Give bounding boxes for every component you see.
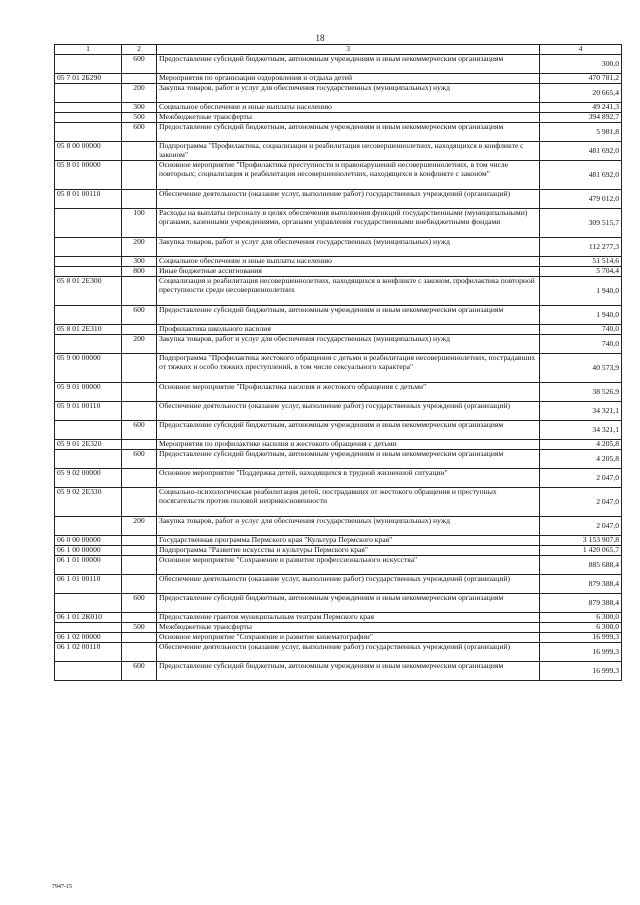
row-expense-type: 300 (122, 257, 157, 267)
row-amount: 481 692,0 (540, 142, 622, 161)
row-expense-type: 200 (122, 238, 157, 257)
table-row (55, 55, 622, 74)
row-name: Предоставление субсидий бюджетным, автономным учреждениям и иным некоммерческим организациям (157, 421, 540, 440)
table-row (55, 238, 622, 257)
row-name: Социальное обеспечение и иные выплаты населению (157, 257, 540, 267)
table-row (55, 450, 622, 469)
row-amount: 1 940,0 (540, 306, 622, 325)
row-amount: 4 205,8 (540, 450, 622, 469)
row-name: Межбюджетные трансферты (157, 623, 540, 633)
row-code (55, 662, 122, 681)
row-amount: 40 573,9 (540, 354, 622, 383)
table-row (55, 335, 622, 354)
table-row (55, 142, 622, 161)
row-amount: 6 300,0 (540, 613, 622, 623)
row-amount: 5 981,8 (540, 123, 622, 142)
row-amount: 2 047,0 (540, 517, 622, 536)
row-expense-type: 800 (122, 267, 157, 277)
row-name: Профилактика школьного насилия (157, 325, 540, 335)
row-amount: 51 514,6 (540, 257, 622, 267)
row-code: 06 1 01 00000 (55, 556, 122, 575)
row-name: Мероприятия по профилактике насилия и жестокого обращения с детьми (157, 440, 540, 450)
table-row (55, 277, 622, 306)
row-amount: 4 205,8 (540, 440, 622, 450)
row-expense-type (122, 161, 157, 190)
row-amount: 5 704,4 (540, 267, 622, 277)
row-code (55, 594, 122, 613)
row-code (55, 209, 122, 238)
row-expense-type (122, 402, 157, 421)
row-amount: 740,0 (540, 335, 622, 354)
row-amount: 16 999,3 (540, 662, 622, 681)
row-expense-type (122, 546, 157, 556)
row-name: Обеспечение деятельности (оказание услуг, выполнение работ) государственных учреждений (организаций) (157, 643, 540, 662)
row-expense-type (122, 643, 157, 662)
row-amount: 112 277,3 (540, 238, 622, 257)
document-code: 7947-15 (52, 884, 72, 890)
row-code (55, 517, 122, 536)
table-row (55, 421, 622, 440)
row-code (55, 103, 122, 113)
row-code (55, 267, 122, 277)
row-code: 05 9 01 00110 (55, 402, 122, 421)
row-name: Предоставление субсидий бюджетным, автономным учреждениям и иным некоммерческим организациям (157, 123, 540, 142)
row-expense-type: 200 (122, 517, 157, 536)
row-name: Обеспечение деятельности (оказание услуг, выполнение работ) государственных учреждений (организаций) (157, 402, 540, 421)
row-code: 05 8 01 2Е310 (55, 325, 122, 335)
row-name: Основное мероприятие "Сохранение и развитие кинематографии" (157, 633, 540, 643)
row-expense-type: 100 (122, 209, 157, 238)
row-name: Социализация и реабилитация несовершеннолетних, находящихся в конфликте с законом, профилактика повторной преступности среди несовершеннолетних (157, 277, 540, 306)
row-amount: 879 388,4 (540, 594, 622, 613)
row-amount: 309 515,7 (540, 209, 622, 238)
row-code (55, 450, 122, 469)
row-code: 05 9 00 00000 (55, 354, 122, 383)
row-amount: 2 047,0 (540, 469, 622, 488)
row-name: Предоставление субсидий бюджетным, автономным учреждениям и иным некоммерческим организациям (157, 55, 540, 74)
table-row (55, 209, 622, 238)
row-amount: 3 153 907,8 (540, 536, 622, 546)
row-expense-type (122, 277, 157, 306)
row-code (55, 306, 122, 325)
table-row (55, 402, 622, 421)
row-name: Закупка товаров, работ и услуг для обеспечения государственных (муниципальных) нужд (157, 238, 540, 257)
header-col-1: 1 (55, 45, 122, 55)
row-code (55, 55, 122, 74)
row-expense-type (122, 440, 157, 450)
row-expense-type (122, 354, 157, 383)
row-expense-type: 600 (122, 55, 157, 74)
row-expense-type: 300 (122, 103, 157, 113)
table-row (55, 161, 622, 190)
row-code (55, 113, 122, 123)
row-expense-type (122, 613, 157, 623)
row-name: Предоставление субсидий бюджетным, автономным учреждениям и иным некоммерческим организациям (157, 662, 540, 681)
row-amount: 394 892,7 (540, 113, 622, 123)
row-name: Подпрограмма "Развитие искусства и культуры Пермского края" (157, 546, 540, 556)
table-header-row (55, 45, 622, 55)
row-code: 05 8 01 2Е300 (55, 277, 122, 306)
table-row (55, 190, 622, 209)
row-expense-type: 600 (122, 123, 157, 142)
row-amount: 481 692,0 (540, 161, 622, 190)
row-code (55, 623, 122, 633)
row-code: 06 1 00 00000 (55, 546, 122, 556)
row-name: Подпрограмма "Профилактика, социализация и реабилитация несовершеннолетних, находящихся в конфликте с законом" (157, 142, 540, 161)
row-name: Предоставление субсидий бюджетным, автономным учреждениям и иным некоммерческим организациям (157, 306, 540, 325)
row-name: Обеспечение деятельности (оказание услуг, выполнение работ) государственных учреждений (организаций) (157, 190, 540, 209)
row-code: 06 1 02 00000 (55, 633, 122, 643)
row-amount: 34 321,1 (540, 421, 622, 440)
row-expense-type (122, 575, 157, 594)
page-number: 18 (315, 33, 325, 43)
table-row (55, 575, 622, 594)
row-expense-type: 200 (122, 84, 157, 103)
row-expense-type: 200 (122, 335, 157, 354)
row-expense-type (122, 556, 157, 575)
row-code (55, 335, 122, 354)
row-name: Основное мероприятие "Сохранение и развитие профессионального искусства" (157, 556, 540, 575)
table-row (55, 267, 622, 277)
row-name: Социальное обеспечение и иные выплаты населению (157, 103, 540, 113)
row-expense-type: 600 (122, 306, 157, 325)
table-row (55, 536, 622, 546)
row-amount: 6 300,0 (540, 623, 622, 633)
row-code (55, 84, 122, 103)
table-row (55, 354, 622, 383)
row-amount: 49 241,3 (540, 103, 622, 113)
header-col-3: 3 (157, 45, 540, 55)
row-code: 05 9 01 2Е320 (55, 440, 122, 450)
table-row (55, 440, 622, 450)
row-expense-type (122, 469, 157, 488)
row-name: Государственная программа Пермского края "Культура Пермского края" (157, 536, 540, 546)
row-expense-type: 500 (122, 113, 157, 123)
row-expense-type (122, 383, 157, 402)
row-amount: 300,0 (540, 55, 622, 74)
row-code (55, 421, 122, 440)
row-code: 06 1 02 00110 (55, 643, 122, 662)
row-name: Закупка товаров, работ и услуг для обеспечения государственных (муниципальных) нужд (157, 335, 540, 354)
row-expense-type: 600 (122, 594, 157, 613)
row-code: 05 7 01 2Б290 (55, 74, 122, 84)
row-code: 05 8 00 00000 (55, 142, 122, 161)
row-name: Иные бюджетные ассигнования (157, 267, 540, 277)
row-amount: 740,0 (540, 325, 622, 335)
row-amount: 20 665,4 (540, 84, 622, 103)
budget-table (54, 44, 622, 681)
row-code (55, 238, 122, 257)
row-expense-type: 600 (122, 450, 157, 469)
table-row (55, 383, 622, 402)
row-expense-type: 500 (122, 623, 157, 633)
header-col-2: 2 (122, 45, 157, 55)
table-row (55, 113, 622, 123)
row-amount: 885 688,4 (540, 556, 622, 575)
row-amount: 16 999,3 (540, 643, 622, 662)
table-row (55, 325, 622, 335)
row-amount: 16 999,3 (540, 633, 622, 643)
row-name: Закупка товаров, работ и услуг для обеспечения государственных (муниципальных) нужд (157, 517, 540, 536)
row-amount: 2 047,0 (540, 488, 622, 517)
row-code (55, 257, 122, 267)
row-name: Предоставление субсидий бюджетным, автономным учреждениям и иным некоммерческим организациям (157, 594, 540, 613)
table-row (55, 84, 622, 103)
row-code: 05 8 01 00110 (55, 190, 122, 209)
table-row (55, 556, 622, 575)
row-amount: 470 781,2 (540, 74, 622, 84)
row-expense-type (122, 142, 157, 161)
row-expense-type (122, 325, 157, 335)
table-row (55, 594, 622, 613)
table-row (55, 469, 622, 488)
row-name: Расходы на выплаты персоналу в целях обеспечения выполнения функций государственными (муниципальными) органами, казенными учреждениями, органами управления государственными внебюджетными фондами (157, 209, 540, 238)
row-name: Основное мероприятие "Поддержка детей, находящихся в трудной жизненной ситуации" (157, 469, 540, 488)
table-row (55, 74, 622, 84)
row-code: 05 9 02 00000 (55, 469, 122, 488)
row-name: Подпрограмма "Профилактика жестокого обращения с детьми и реабилитация несовершеннолетних, пострадавших от тяжких и особо тяжких преступлений, в том числе сексуального характера" (157, 354, 540, 383)
row-code: 06 1 01 00110 (55, 575, 122, 594)
table-row (55, 103, 622, 113)
table-row (55, 623, 622, 633)
row-expense-type (122, 488, 157, 517)
row-expense-type (122, 633, 157, 643)
table-row (55, 643, 622, 662)
row-amount: 1 940,0 (540, 277, 622, 306)
row-amount: 479 012,0 (540, 190, 622, 209)
row-name: Основное мероприятие "Профилактика насилия и жестокого обращения с детьми" (157, 383, 540, 402)
header-col-4: 4 (540, 45, 622, 55)
row-code (55, 123, 122, 142)
row-amount: 879 388,4 (540, 575, 622, 594)
row-code: 05 8 01 00000 (55, 161, 122, 190)
row-name: Закупка товаров, работ и услуг для обеспечения государственных (муниципальных) нужд (157, 84, 540, 103)
row-expense-type (122, 74, 157, 84)
table-row (55, 488, 622, 517)
row-expense-type (122, 536, 157, 546)
row-code: 06 1 01 2К010 (55, 613, 122, 623)
row-code: 05 9 02 2Е330 (55, 488, 122, 517)
row-name: Социально-психологическая реабилитация детей, пострадавших от жестокого обращения и преступных посягательств против половой неприкосновенности (157, 488, 540, 517)
table-row (55, 613, 622, 623)
row-name: Мероприятия по организации оздоровления и отдыха детей (157, 74, 540, 84)
row-expense-type (122, 190, 157, 209)
row-expense-type: 600 (122, 662, 157, 681)
table-row (55, 306, 622, 325)
row-code: 05 9 01 00000 (55, 383, 122, 402)
row-code: 06 0 00 00000 (55, 536, 122, 546)
row-amount: 1 420 065,7 (540, 546, 622, 556)
table-row (55, 517, 622, 536)
table-row (55, 123, 622, 142)
row-name: Предоставление грантов муниципальным театрам Пермского края (157, 613, 540, 623)
row-name: Основное мероприятие "Профилактика преступности и правонарушений несовершеннолетних, в том числе повторных; социализация и реабилитация несовершеннолетних, находящихся в конфликте с законом" (157, 161, 540, 190)
row-name: Межбюджетные трансферты (157, 113, 540, 123)
row-expense-type: 600 (122, 421, 157, 440)
row-name: Обеспечение деятельности (оказание услуг, выполнение работ) государственных учреждений (организаций) (157, 575, 540, 594)
table-row (55, 662, 622, 681)
table-row (55, 257, 622, 267)
row-name: Предоставление субсидий бюджетным, автономным учреждениям и иным некоммерческим организациям (157, 450, 540, 469)
row-amount: 34 321,1 (540, 402, 622, 421)
table-row (55, 546, 622, 556)
row-amount: 38 526,9 (540, 383, 622, 402)
table-row (55, 633, 622, 643)
